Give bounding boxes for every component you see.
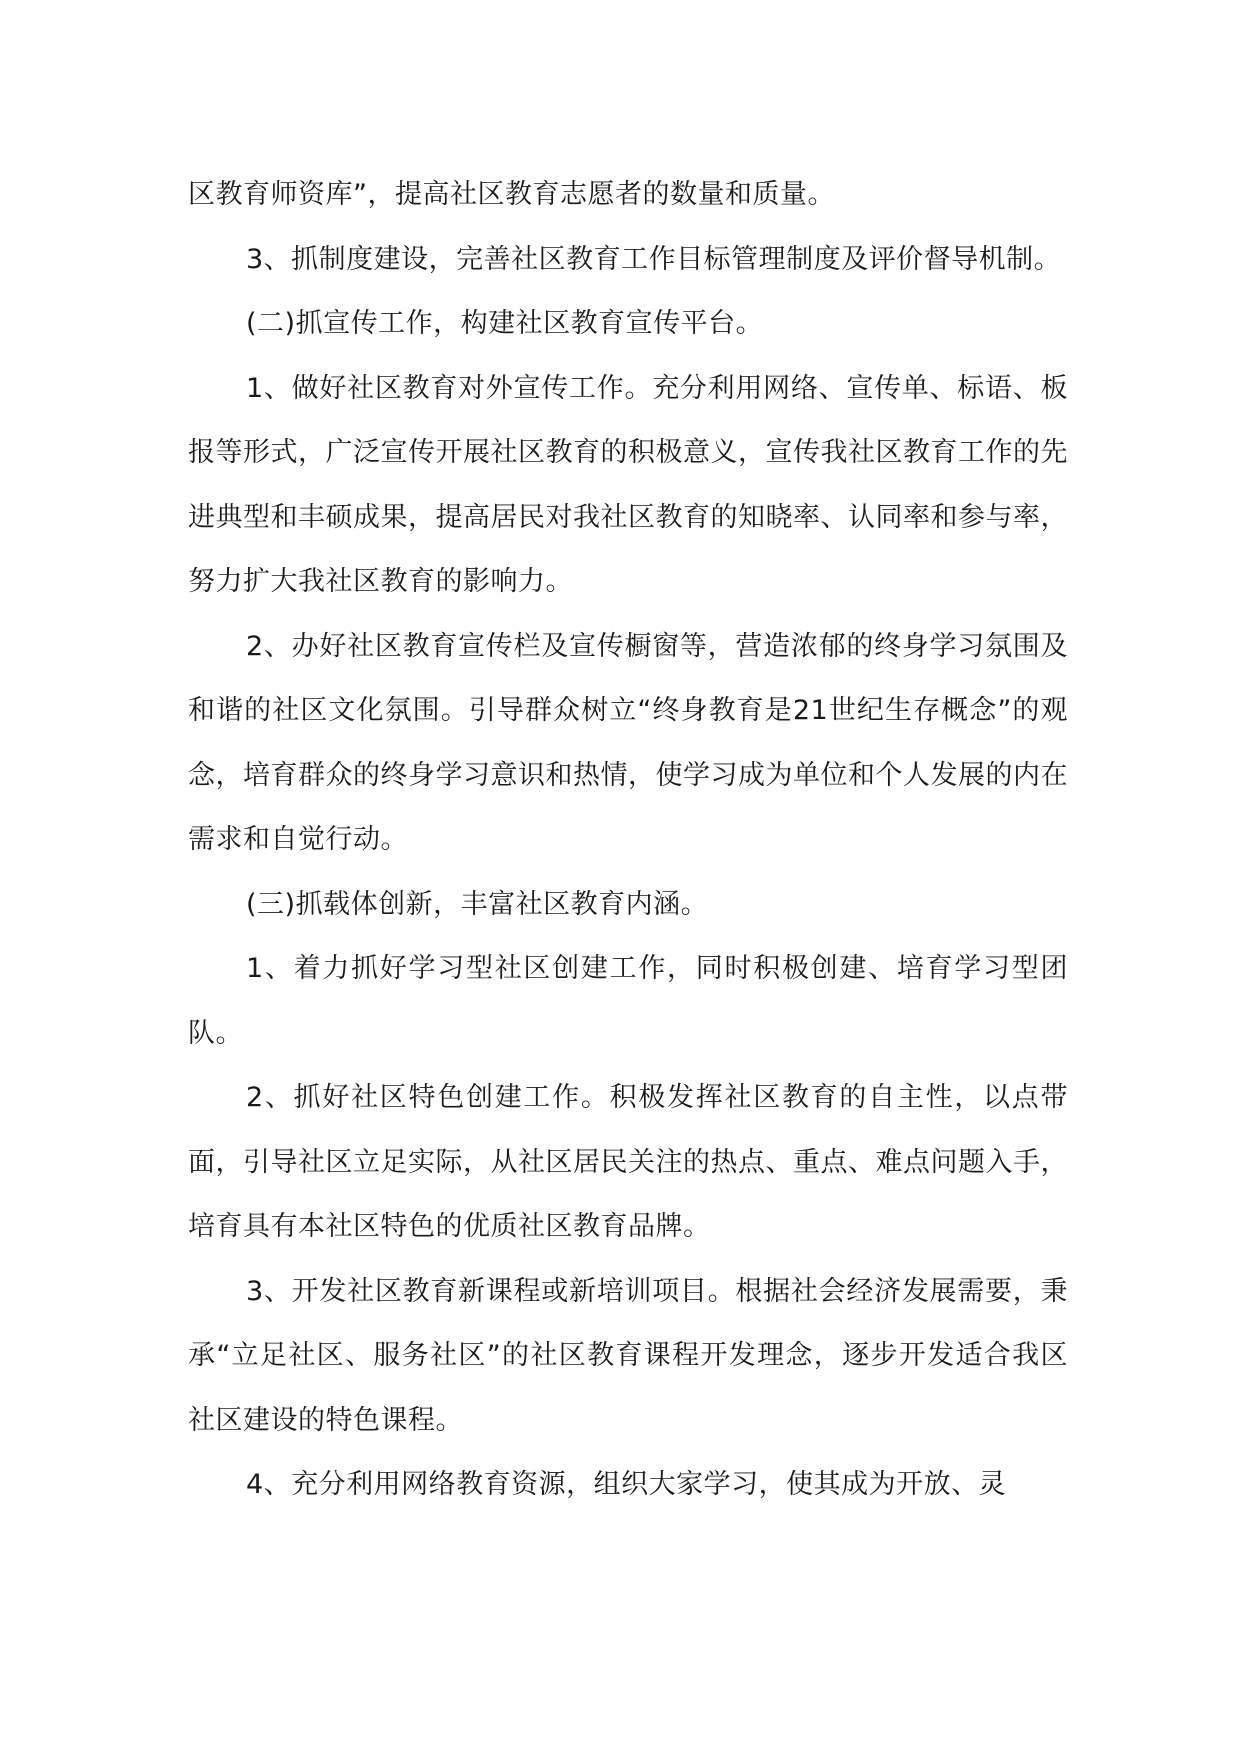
paragraph-item-2-featured: 2、抓好社区特色创建工作。积极发挥社区教育的自主性，以点带面，引导社区立足实际，从社区居民关注的热点、重点、难点问题入手，培育具有本社区特色的优质社区教育品牌。 xyxy=(188,1082,1068,1242)
paragraph-item-4-online-resources: 4、充分利用网络教育资源，组织大家学习，使其成为开放、灵 xyxy=(246,1469,1007,1500)
section-heading-innovation: (三)抓载体创新，丰富社区教育内涵。 xyxy=(246,888,709,920)
paragraph-item-1-external-publicity: 1、做好社区教育对外宣传工作。充分利用网络、宣传单、标语、板报等形式，广泛宣传开展社区教育的积极意义，宣传我社区教育工作的先进典型和丰硕成果，提高居民对我社区教育的知晓率、认同率和参与率，努力扩大我社区教育的影响力。 xyxy=(188,372,1068,597)
paragraph-item-2-bulletin: 2、办好社区教育宣传栏及宣传橱窗等，营造浓郁的终身学习氛围及和谐的社区文化氛围。引导群众树立“终身教育是21世纪生存概念”的观念，培育群众的终身学习意识和热情，使学习成为单位和个人发展的内在需求和自觉行动。 xyxy=(188,630,1068,855)
paragraph-item-3-curriculum: 3、开发社区教育新课程或新培训项目。根据社会经济发展需要，秉承“立足社区、服务社区”的社区教育课程开发理念，逐步开发适合我区社区建设的特色课程。 xyxy=(188,1275,1068,1436)
section-heading-publicity: (二)抓宣传工作，构建社区教育宣传平台。 xyxy=(246,308,764,339)
paragraph-item-1-learning-community: 1、着力抓好学习型社区创建工作，同时积极创建、培育学习型团队。 xyxy=(188,953,1068,1049)
paragraph-continuation: 区教育师资库”，提高社区教育志愿者的数量和质量。 xyxy=(188,179,835,210)
paragraph-item-3-system: 3、抓制度建设，完善社区教育工作目标管理制度及评价督导机制。 xyxy=(246,243,1062,275)
document-body xyxy=(188,163,1068,1518)
